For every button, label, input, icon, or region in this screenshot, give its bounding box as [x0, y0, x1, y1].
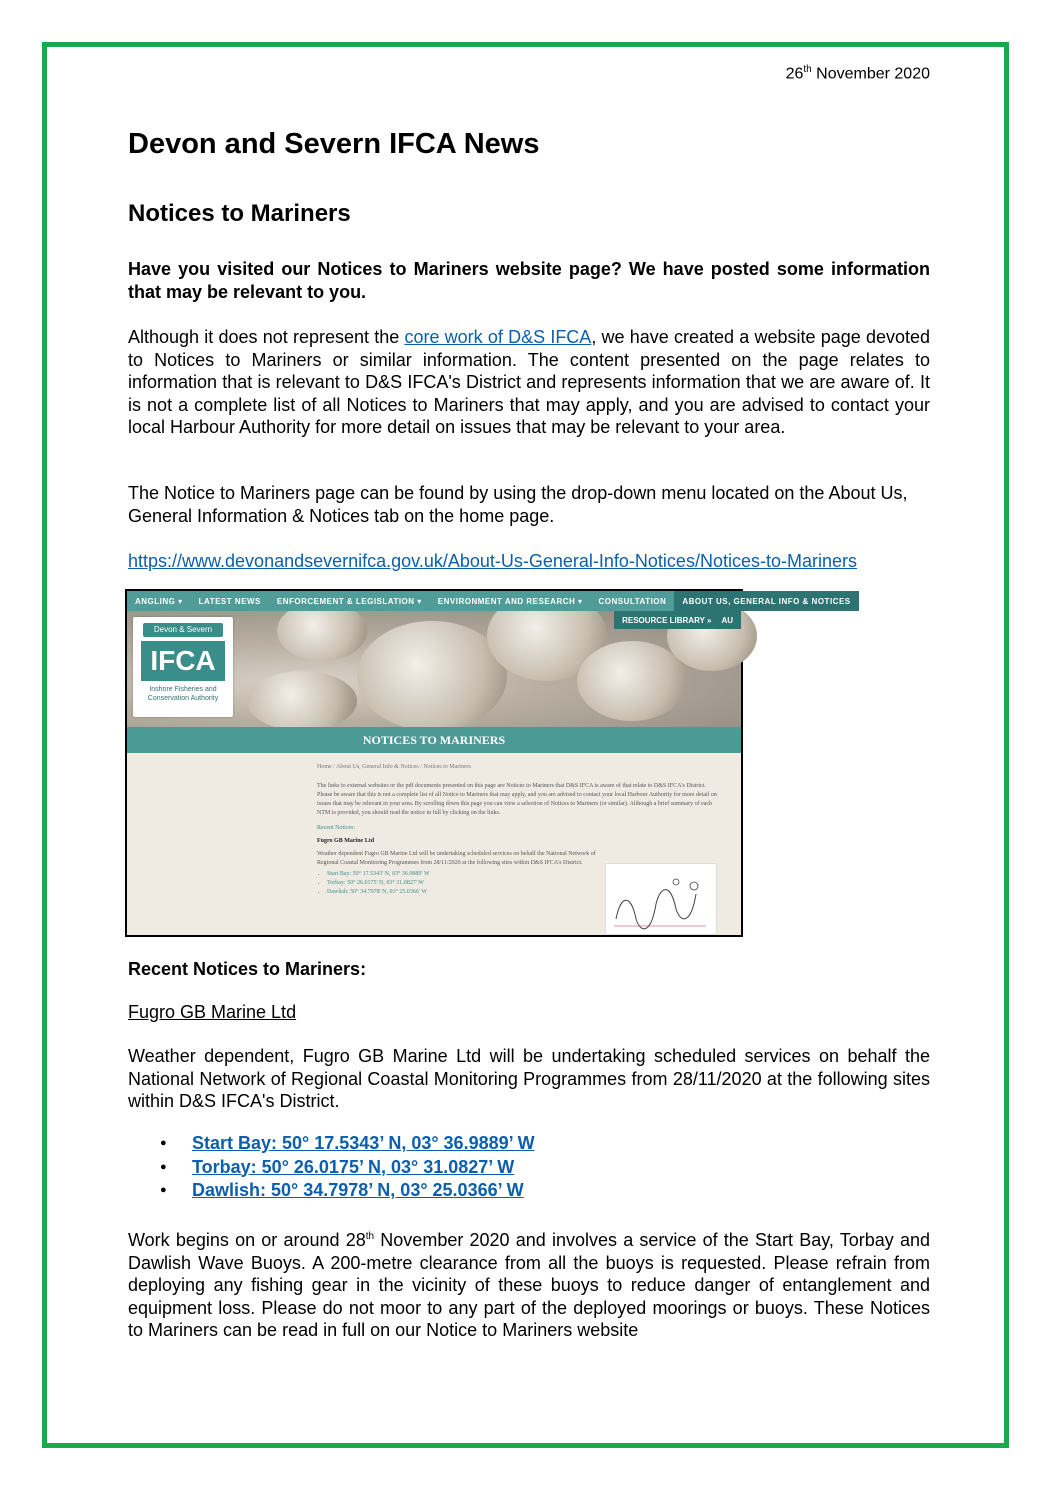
list-item: [128, 1156, 535, 1180]
website-subnav: RESOURCE LIBRARY » AU: [614, 611, 741, 629]
nav-item: CONSULTATION: [598, 597, 667, 606]
website-nav: [127, 591, 851, 611]
nav-item: ANGLING ▾: [135, 597, 183, 606]
website-screenshot: [125, 589, 851, 937]
nav-item: LATEST NEWS: [198, 597, 261, 606]
list-item: [128, 1179, 535, 1203]
page-title: Devon and Severn IFCA News: [128, 128, 540, 160]
website-breadcrumb: Home / About Us, General Info & Notices / Notices to Mariners: [317, 764, 471, 770]
company-heading: Fugro GB Marine Ltd: [128, 1002, 297, 1022]
document-date: 26th November 2020: [785, 64, 930, 83]
location-paragraph: The Notice to Mariners page can be found by using the drop-down menu located on the About Us, General Information & Notices tab on the home page.: [128, 483, 908, 526]
nav-item-active: ABOUT US, GENERAL INFO & NOTICES: [674, 591, 858, 611]
torbay-link[interactable]: Torbay: 50° 26.0175’ N, 03° 31.0827’ W: [192, 1156, 515, 1177]
nav-item: ENVIRONMENT AND RESEARCH ▾: [437, 597, 583, 606]
intro-paragraph: Have you visited our Notices to Mariners website page? We have posted some information that may be relevant to you.: [128, 259, 930, 302]
nav-item: ENFORCEMENT & LEGISLATION ▾: [276, 597, 422, 606]
work-paragraph: Work begins on or around 28th November 2020 and involves a service of the Start Bay, Torbay and Dawlish Wave Buoys. A 200-metre clearance from all the buoys is requested. Please refrain from deploying any fishing gear in the vicinity of these buoys to reduce danger of entanglement and equipment loss. Please do not moor to any part of the deployed moorings or buoys. These Notices to Mariners can be read in full on our Notice to Mariners website: [128, 1230, 931, 1340]
website-banner: NOTICES TO MARINERS: [127, 727, 741, 753]
notices-url-paragraph: [128, 550, 930, 573]
website-page-content: Home / About Us, General Info & Notices / Notices to Mariners The links to external websites or the pdf documents presented on this page are Notices to Mariners that D&S IFCA is aware of that relate to D&S IFCA's District. Please be aware that this is not a complete list of all Notice to Mariners that may apply, and you are advised to contact your local Harbour Authority for more detail on issues that may be relevant in your area. By scrolling down this page you can view a selection of Notices to Mariners (or similar). Although a brief summary of each NTM is provided, you should read the notice in full by clicking on the links. Recent Notices: Fugro GB Marine Ltd Weather dependent Fugro GB Marine Ltd will be undertaking scheduled services on behalf the National Network of Regional Coastal Monitoring Programmes from 28/11/2020 at the following sites within D&S IFCA's District. • Start Bay: 50° 17.5343' N, 03° 36.9889' W • Torbay: 50° 26.0175' N, 03° 31.0827' W • Dawlish: 50° 34.7978' N, 03° 25.0366' W: [317, 763, 717, 897]
wave-buoy-diagram: [605, 863, 717, 935]
section-title: Notices to Mariners: [128, 200, 351, 227]
notices-url-link[interactable]: https://www.devonandsevernifca.gov.uk/About-Us-General-Info-Notices/Notices-to-Mariners: [128, 551, 857, 571]
weather-paragraph: Weather dependent, Fugro GB Marine Ltd will be undertaking scheduled services on behalf the National Network of Regional Coastal Monitoring Programmes from 28/11/2020 at the following sites within D&S IFCA's District.: [128, 1046, 930, 1111]
description-paragraph: Although it does not represent the core work of D&S IFCA, we have created a website page devoted to Notices to Mariners or similar information. The content presented on the page relates to information that is relevant to D&S IFCA's District and represents information that we are aware of. It is not a complete list of all Notices to Mariners that may apply, and you are advised to contact your local Harbour Authority for more detail on issues that may be relevant to your area.: [128, 327, 931, 437]
start-bay-link[interactable]: Start Bay: 50° 17.5343’ N, 03° 36.9889’ W: [192, 1133, 535, 1153]
coordinates-list: [128, 1132, 535, 1203]
recent-notices-heading: Recent Notices to Mariners:: [128, 959, 367, 979]
dawlish-link[interactable]: Dawlish: 50° 34.7978’ N, 03° 25.0366’ W: [192, 1180, 524, 1200]
core-work-link[interactable]: core work of D&S IFCA: [404, 327, 592, 347]
ifca-logo: Devon & Severn IFCA Inshore Fisheries and Conservation Authority: [133, 617, 233, 717]
list-item: [128, 1132, 535, 1156]
